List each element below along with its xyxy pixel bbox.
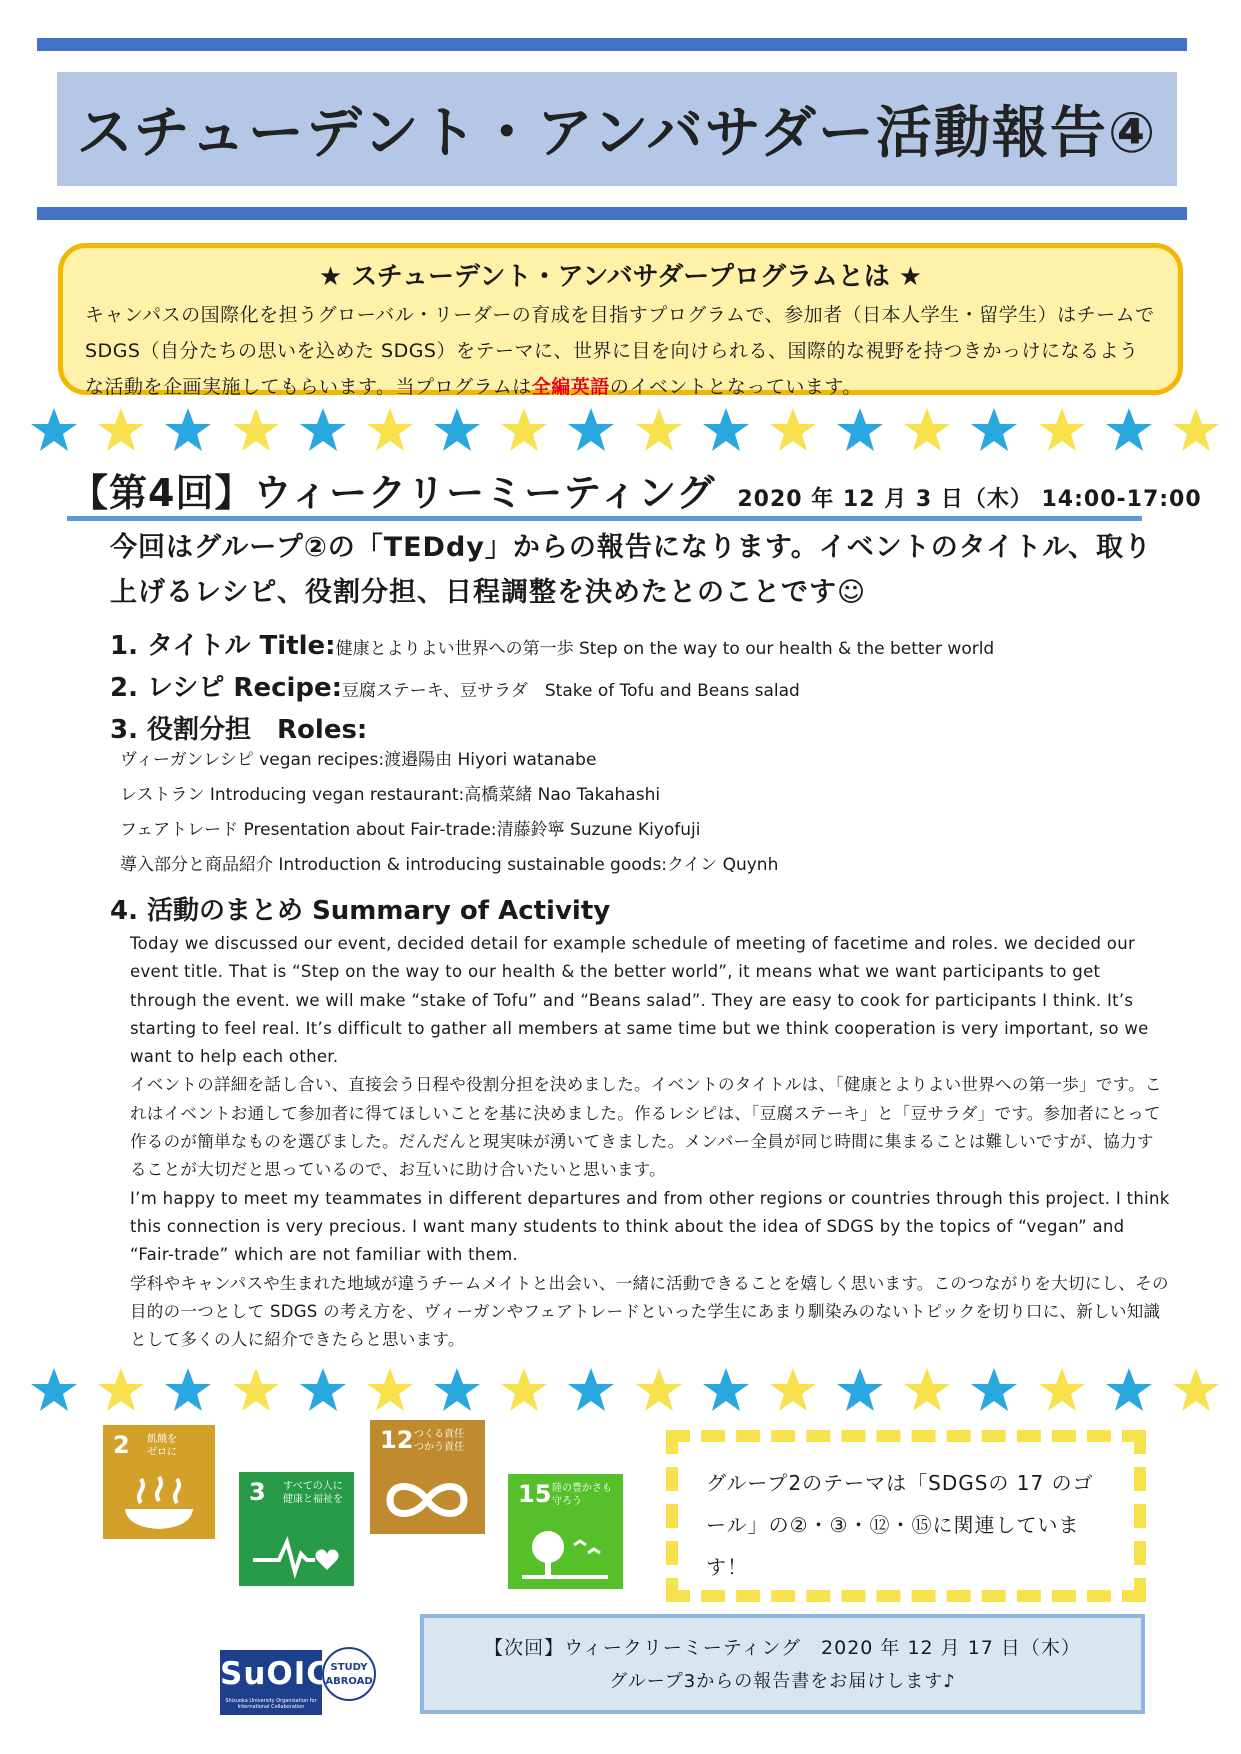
star-icon [97, 406, 145, 454]
star-icon [702, 1366, 750, 1414]
page-title: スチューデント・アンバサダー活動報告④ [76, 101, 1158, 166]
item-recipe-value: 豆腐ステーキ、豆サラダ Stake of Tofu and Beans salad [342, 681, 800, 701]
sdg-3-number: 3 [249, 1478, 266, 1506]
next-meeting-note: グループ3からの報告書をお届けします♪ [609, 1671, 956, 1692]
star-icon [970, 1366, 1018, 1414]
star-icon [30, 406, 78, 454]
meeting-underline [67, 516, 1142, 521]
star-icon [635, 1366, 683, 1414]
star-icon [433, 1366, 481, 1414]
role-item: レストラン Introducing vegan restaurant:高橋菜緒 Nao Takahashi [120, 785, 661, 805]
star-icon [97, 1366, 145, 1414]
title-banner [57, 72, 1177, 186]
star-icon [702, 406, 750, 454]
sdg-12-tile [370, 1420, 485, 1534]
star-icon [30, 1366, 78, 1414]
sdg-12-text: つくる責任 つかう責任 [414, 1429, 464, 1453]
star-icon [500, 406, 548, 454]
star-icon [567, 1366, 615, 1414]
bowl-icon [103, 1473, 215, 1533]
suoic-logo-subtitle: Shizuoka University Organization for International Collaboration [225, 1698, 317, 1710]
star-icon [366, 406, 414, 454]
star-icon [1172, 1366, 1220, 1414]
item-roles [110, 709, 367, 746]
program-about-text-end: のイベントとなっています。 [609, 376, 862, 398]
sdg-15-text: 陸の豊かさも 守ろう [552, 1483, 612, 1507]
item-summary [110, 890, 610, 927]
star-icon [164, 1366, 212, 1414]
star-icon [836, 1366, 884, 1414]
item-title-value: 健康とよりよい世界への第一歩 Step on the way to our health & the better world [335, 639, 995, 659]
star-icon [1105, 406, 1153, 454]
star-icon [769, 1366, 817, 1414]
roles-list [120, 747, 778, 887]
star-icon [1038, 1366, 1086, 1414]
all-english-highlight: 全編英語 [531, 376, 610, 398]
suoic-logo [220, 1650, 331, 1715]
next-meeting-box [420, 1614, 1145, 1714]
role-item: ヴィーガンレシピ vegan recipes:渡邉陽由 Hiyori watanabe [120, 750, 597, 770]
star-icon [903, 1366, 951, 1414]
role-item: 導入部分と商品紹介 Introduction & introducing sustainable goods:クイン Quynh [120, 855, 779, 875]
heartbeat-icon [239, 1530, 354, 1580]
activity-summary [130, 930, 1170, 1354]
program-about-box [58, 243, 1183, 398]
sdg-12-number: 12 [380, 1426, 414, 1454]
star-icon [433, 406, 481, 454]
meeting-intro: 今回はグループ②の「TEDdy」からの報告になります。イベントのタイトル、取り上げるレシピ、役割分担、日程調整を決めたとのことです☺ [110, 532, 1153, 608]
summary-paragraph-en-2: I’m happy to meet my teammates in different departures and from other regions or countries through this project. I think this connection is very precious. I want many students to think about the idea of SDGS by the topics of “vegan” and “Fair-trade” which are not familiar with them. [130, 1188, 1170, 1265]
star-divider-bottom [30, 1362, 1220, 1418]
sdg-2-text: 飢餓を ゼロに [147, 1434, 177, 1458]
summary-paragraph-ja-1: イベントの詳細を話し合い、直接会う日程や役割分担を決めました。イベントのタイトルは、「健康とよりよい世界への第一歩」です。これはイベントお通して参加者に得てほしいことを基に決めました。作るレシピは、「豆腐ステーキ」と「豆サラダ」です。参加者にとって作るのが簡単なものを選びました。だんだんと現実味が湧いてきました。メンバー全員が同じ時間に集まることは難しいですが、協力することが大切だと思っているので、お互いに助け合いたいと思います。 [130, 1075, 1162, 1180]
suoic-logo-text: SuOIC [220, 1656, 331, 1692]
star-icon [232, 406, 280, 454]
infinity-icon [370, 1472, 485, 1528]
sdg-15-number: 15 [518, 1480, 552, 1508]
program-about-text: キャンパスの国際化を担うグローバル・リーダーの育成を目指すプログラムで、参加者（日本人学生・留学生）はチームで SDGS（自分たちの思いを込めた SDGS）をテーマに、世界に目を向けられる、国際的な視野を持つきかっけになるような活動を企画実施してもらいます。当プログラムは [85, 304, 1155, 398]
group-theme-text: グループ2のテーマは「SDGSの 17 のゴール」の②・③・⑫・⑮に関連しています！ [706, 1471, 1094, 1579]
star-icon [567, 406, 615, 454]
star-icon [232, 1366, 280, 1414]
summary-paragraph-en-1: Today we discussed our event, decided detail for example schedule of meeting of facetime and roles. we decided our event title. That is “Step on the way to our health & the better world”, it means what we want participants to get through the event. we will make “stake of Tofu” and “Beans salad”. They are easy to cook for participants I think. It’s starting to feel real. It’s difficult to gather all members at same time but we think cooperation is very important, so we want to help each other. [130, 934, 1149, 1067]
summary-paragraph-ja-2: 学科やキャンパスや生まれた地域が違うチームメイトと出会い、一緒に活動できることを嬉しく思います。このつながりを大切にし、その目的の一つとして SDGS の考え方を、ヴィーガンやフェアトレードといった学生にあまり馴染みのないトピックを切り口に、新しい知識として多くの人に紹介できたらと思います。 [130, 1273, 1169, 1350]
star-icon [1172, 406, 1220, 454]
item-title [110, 625, 994, 662]
item-recipe-label: 2. レシピ Recipe: [110, 673, 343, 703]
star-icon [970, 406, 1018, 454]
sdg-2-tile [103, 1425, 215, 1539]
tree-icon [508, 1523, 623, 1583]
star-icon [1038, 406, 1086, 454]
sdg-3-text: すべての人に 健康と福祉を [283, 1481, 343, 1505]
star-icon [769, 406, 817, 454]
star-icon [903, 406, 951, 454]
item-summary-label: 4. 活動のまとめ Summary of Activity [110, 896, 611, 926]
meeting-title: 【第4回】ウィークリーミーティング [70, 471, 716, 515]
star-icon [635, 406, 683, 454]
study-abroad-logo: STUDY ABROAD [322, 1647, 376, 1701]
star-icon [366, 1366, 414, 1414]
group-theme-box [666, 1430, 1146, 1602]
sdg-2-number: 2 [113, 1431, 130, 1459]
sdg-15-tile [508, 1474, 623, 1589]
star-icon [500, 1366, 548, 1414]
role-item: フェアトレード Presentation about Fair-trade:清藤鈴寧 Suzune Kiyofuji [120, 820, 701, 840]
item-title-label: 1. タイトル Title: [110, 631, 336, 661]
meeting-heading [70, 462, 1202, 515]
program-about-heading: ★ スチューデント・アンバサダープログラムとは ★ [318, 262, 923, 292]
star-icon [1105, 1366, 1153, 1414]
star-icon [836, 406, 884, 454]
star-icon [299, 406, 347, 454]
sdg-3-tile [239, 1472, 354, 1586]
program-about-body [85, 297, 1156, 405]
top-blue-rule [37, 38, 1187, 51]
bottom-blue-rule [37, 207, 1187, 220]
item-roles-label: 3. 役割分担 Roles: [110, 715, 368, 745]
star-divider-top [30, 402, 1220, 458]
next-meeting-heading: 【次回】ウィークリーミーティング 2020 年 12 月 17 日（木） [484, 1637, 1081, 1659]
item-recipe [110, 667, 800, 704]
star-icon [299, 1366, 347, 1414]
star-icon [164, 406, 212, 454]
meeting-date: 2020 年 12 月 3 日（木） 14:00-17:00 [737, 487, 1202, 512]
